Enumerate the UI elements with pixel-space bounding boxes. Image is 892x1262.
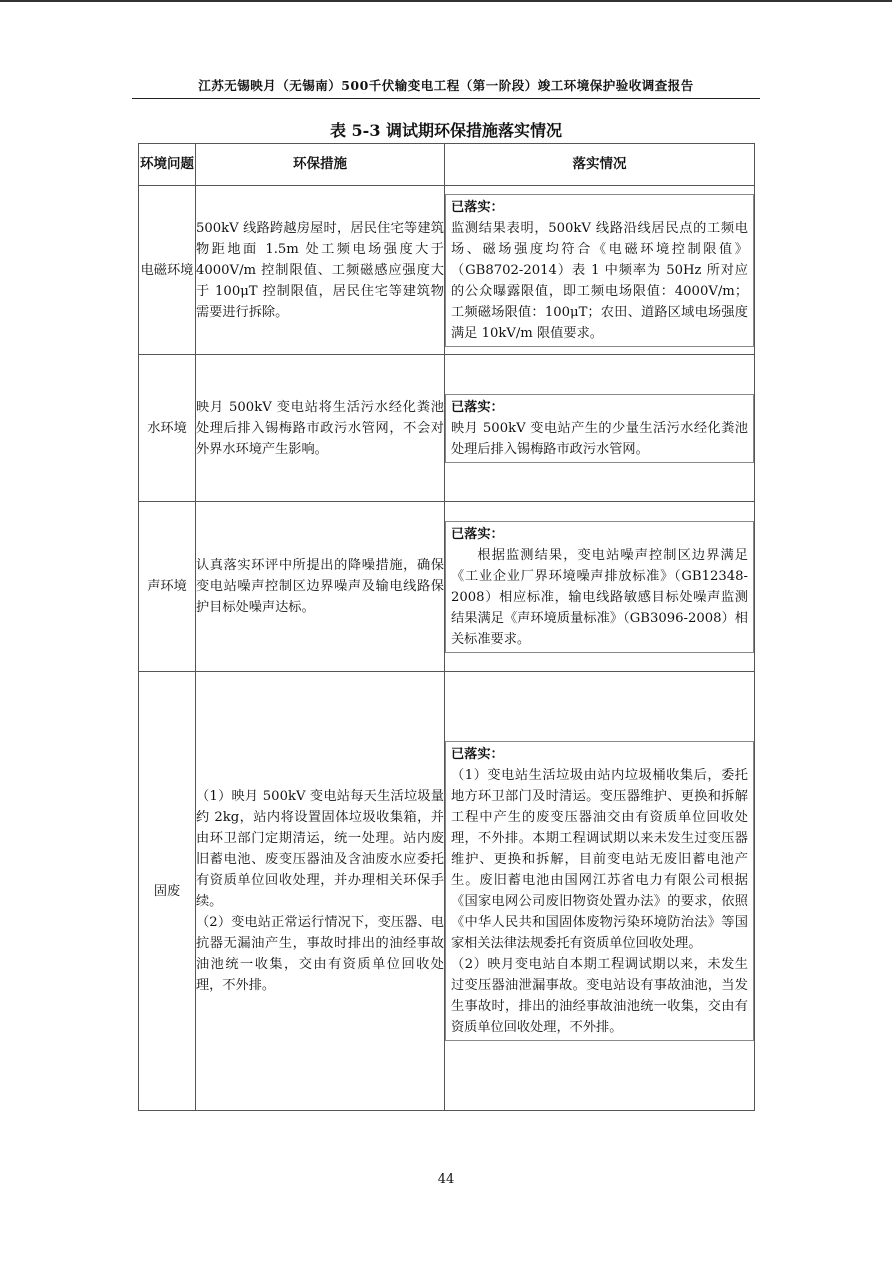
column-header-issue: 环境问题 xyxy=(139,144,196,186)
status-cell xyxy=(445,355,755,502)
measure-cell: 500kV 线路跨越房屋时，居民住宅等建筑物距地面 1.5m 处工频电场强度大于 4000V/m 控制限值、工频磁感应强度大于 100μT 控制限值，居民住宅等建筑物需要进行拆除。 xyxy=(196,186,445,355)
status-text: 根据监测结果，变电站噪声控制区边界满足《工业企业厂界环境噪声排放标准》（GB12348-2008）相应标准，输电线路敏感目标处噪声监测结果满足《声环境质量标准》（GB3096-2008）相关标准要求。 xyxy=(451,547,748,647)
status-label: 已落实： xyxy=(451,399,504,415)
status-text: 映月 500kV 变电站产生的少量生活污水经化粪池处理后排入锡梅路市政污水管网。 xyxy=(451,420,748,457)
measure-paragraph: （1）映月 500kV 变电站每天生活垃圾量约 2kg，站内将设置固体垃圾收集箱，并由环卫部门定期清运，统一处理。站内废旧蓄电池、废变压器油及含油废水应委托有资质单位回收处理，并办理相关环保手续。 xyxy=(196,789,444,909)
status-label: 已落实： xyxy=(451,747,504,762)
status-box xyxy=(445,741,754,1041)
status-paragraph: （2）映月变电站自本期工程调试期以来，未发生过变压器油泄漏事故。变电站设有事故油池，当发生事故时，排出的油经事故油池统一收集，交由有资质单位回收处理，不外排。 xyxy=(451,957,748,1035)
column-header-status: 落实情况 xyxy=(445,144,755,186)
status-box xyxy=(445,521,754,653)
status-box xyxy=(445,194,754,347)
status-cell xyxy=(445,672,755,1111)
top-border-line xyxy=(0,0,892,2)
environmental-measures-table xyxy=(138,143,755,1111)
issue-cell: 固废 xyxy=(139,672,196,1111)
table-row-noise xyxy=(139,502,755,672)
status-label: 已落实： xyxy=(451,199,504,215)
column-header-measure: 环保措施 xyxy=(196,144,445,186)
table-row-electromagnetic xyxy=(139,186,755,355)
table-title: 表 5-3 调试期环保措施落实情况 xyxy=(329,121,563,140)
status-cell xyxy=(445,502,755,672)
issue-cell: 水环境 xyxy=(139,355,196,502)
status-label: 已落实： xyxy=(451,526,504,542)
measure-paragraph: （2）变电站正常运行情况下，变压器、电抗器无漏油产生，事故时排出的油经事故油池统一收集，交由有资质单位回收处理，不外排。 xyxy=(196,915,444,993)
measure-cell: 映月 500kV 变电站将生活污水经化粪池处理后排入锡梅路市政污水管网，不会对外界水环境产生影响。 xyxy=(196,355,445,502)
report-header: 江苏无锡映月（无锡南）500千伏输变电工程（第一阶段）竣工环境保护验收调查报告 xyxy=(198,78,694,93)
status-paragraph: （1）变电站生活垃圾由站内垃圾桶收集后，委托地方环卫部门及时清运。变压器维护、更换和拆解工程中产生的废变压器油交由有资质单位回收处理，不外排。本期工程调试期以来未发生过变压器维护、更换和拆解，目前变电站无废旧蓄电池产生。废旧蓄电池由国网江苏省电力有限公司根据《国家电网公司废旧物资处置办法》的要求，依照《中华人民共和国固体废物污染环境防治法》等国家相关法律法规委托有资质单位回收处理。 xyxy=(451,768,748,951)
table-header-row xyxy=(139,144,755,186)
page-number: 44 xyxy=(437,1172,455,1187)
status-cell xyxy=(445,186,755,355)
table-row-solid-waste xyxy=(139,672,755,1111)
issue-cell: 电磁环境 xyxy=(139,186,196,355)
header-divider xyxy=(132,98,760,99)
issue-cell: 声环境 xyxy=(139,502,196,672)
measure-cell xyxy=(196,672,445,1111)
measure-cell: 认真落实环评中所提出的降噪措施，确保变电站噪声控制区边界噪声及输电线路保护目标处噪声达标。 xyxy=(196,502,445,672)
table-row-water xyxy=(139,355,755,502)
status-text: 监测结果表明，500kV 线路沿线居民点的工频电场、磁场强度均符合《电磁环境控制限值》（GB8702-2014）表 1 中频率为 50Hz 所对应的公众曝露限值，即工频电场限值：4000V/m；工频磁场限值：100μT；农田、道路区域电场强度满足 10kV/m 限值要求。 xyxy=(451,220,748,341)
status-box xyxy=(445,394,754,463)
